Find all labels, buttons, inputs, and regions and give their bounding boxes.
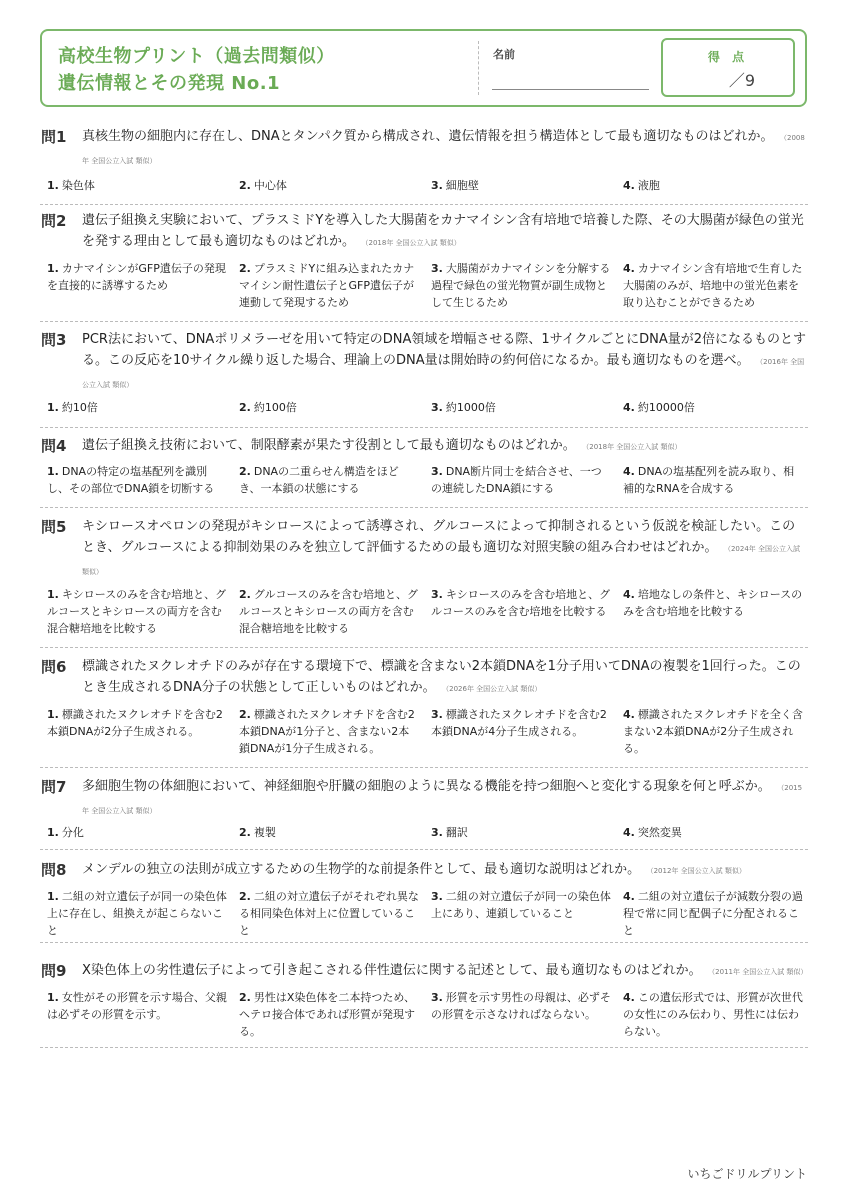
choice-1[interactable]: 1. 女性がその形質を示す場合、父親は必ずその形質を示す。 [47,991,227,1021]
choice-2[interactable]: 2. 中心体 [239,179,287,192]
question-number: 問7 [41,778,67,796]
question-text: 遺伝子組換え実験において、プラスミドYを導入した大腸菌をカナマイシン含有培地で培養した際、その大腸菌が緑色の蛍光を発する理由として最も適切なものはどれか。 （2018年 全国公立入試 類似） [82,213,804,249]
question-6 [40,656,808,768]
choice-3[interactable]: 3. 翻訳 [431,826,468,839]
choice-1[interactable]: 1. DNAの特定の塩基配列を識別し、その部位でDNA鎖を切断する [47,465,215,495]
question-number: 問3 [41,331,67,349]
question-number: 問9 [41,962,67,980]
question-5 [40,516,808,648]
question-source: （2018年 全国公立入試 類似） [365,239,461,247]
name-field[interactable] [492,89,649,90]
choice-4[interactable]: 4. 液胞 [623,179,660,192]
worksheet-subtitle: 遺伝情報とその発現 No.1 [58,73,281,94]
choice-1[interactable]: 1. 約10倍 [47,401,98,414]
choice-4[interactable]: 4. DNAの塩基配列を読み取り、相補的なRNAを合成する [623,465,795,495]
choice-2[interactable]: 2. 標識されたヌクレオチドを含む2本鎖DNAが1分子と、含まない2本鎖DNAが1分子生成される。 [239,708,415,755]
question-3 [40,329,808,428]
choice-1[interactable]: 1. カナマイシンがGFP遺伝子の発現を直接的に誘導するため [47,262,226,292]
question-number: 問5 [41,518,67,536]
question-7 [40,776,808,850]
choice-2[interactable]: 2. 二組の対立遺伝子がそれぞれ異なる相同染色体対上に位置していること [239,890,419,937]
choice-4[interactable]: 4. 二組の対立遺伝子が減数分裂の過程で常に同じ配偶子に分配されること [623,890,803,937]
question-text: PCR法において、DNAポリメラーゼを用いて特定のDNA領域を増幅させる際、1サイクルごとにDNA量が2倍になるものとする。この反応を10サイクル繰り返した場合、理論上のDNA量は開始時の約何倍になるか。最も適切なものを選べ。 （2016年 全国公立入試 類似） [82,332,807,389]
choice-2[interactable]: 2. 約100倍 [239,401,297,414]
name-label: 名前 [493,48,515,61]
choice-4[interactable]: 4. カナマイシン含有培地で生育した大腸菌のみが、培地中の蛍光色素を取り込むことができるため [623,262,803,309]
choice-2[interactable]: 2. グルコースのみを含む培地と、グルコースとキシロースの両方を含む混合糖培地を比較する [239,588,418,635]
question-9 [40,960,808,1048]
worksheet-title: 高校生物プリント（過去問類似） [58,46,335,67]
question-1 [40,126,808,205]
question-text: 遺伝子組換え技術において、制限酵素が果たす役割として最も適切なものはどれか。 （2018年 全国公立入試 類似） [82,438,682,453]
choice-4[interactable]: 4. 標識されたヌクレオチドを全く含まない2本鎖DNAが2分子生成される。 [623,708,803,755]
question-number: 問6 [41,658,67,676]
choice-3[interactable]: 3. DNA断片同士を結合させ、一つの連続したDNA鎖にする [431,465,602,495]
footer-brand: いちごドリルプリント [687,1167,807,1181]
question-4 [40,435,808,508]
choice-3[interactable]: 3. 細胞壁 [431,179,479,192]
choice-3[interactable]: 3. キシロースのみを含む培地と、グルコースのみを含む培地を比較する [431,588,611,618]
choice-2[interactable]: 2. プラスミドYに組み込まれたカナマイシン耐性遺伝子とGFP遺伝子が連動して発現するため [239,262,415,309]
question-source: （2026年 全国公立入試 類似） [445,685,542,693]
question-source: （2015年 全国公立入試 類似） [82,784,803,815]
question-number: 問8 [41,861,67,879]
score-total: ／9 [728,71,755,90]
question-number: 問4 [41,437,67,455]
worksheet-header [40,29,807,107]
question-number: 問2 [41,212,67,230]
question-source: （2016年 全国公立入試 類似） [82,358,805,389]
choice-4[interactable]: 4. この遺伝形式では、形質が次世代の女性にのみ伝わり、男性には伝わらない。 [623,991,803,1038]
question-text: 真核生物の細胞内に存在し、DNAとタンパク質から構成され、遺伝情報を担う構造体として最も適切なものはどれか。 （2008年 全国公立入試 類似） [82,129,805,165]
choice-4[interactable]: 4. 約10000倍 [623,401,695,414]
choice-1[interactable]: 1. 染色体 [47,179,95,192]
question-source: （2018年 全国公立入試 類似） [585,443,682,451]
choice-2[interactable]: 2. 男性はX染色体を二本持つため、ヘテロ接合体であれば形質が発現する。 [239,991,415,1038]
question-text: メンデルの独立の法則が成立するための生物学的な前提条件として、最も適切な説明はどれか。 （2012年 全国公立入試 類似） [82,862,746,877]
score-label: 得 点 [707,50,749,64]
choice-3[interactable]: 3. 二組の対立遺伝子が同一の染色体上にあり、連鎖していること [431,890,611,920]
choice-3[interactable]: 3. 約1000倍 [431,401,496,414]
question-2 [40,210,808,322]
question-source: （2011年 全国公立入試 類似） [711,968,808,976]
choice-2[interactable]: 2. DNAの二重らせん構造をほどき、一本鎖の状態にする [239,465,399,495]
question-source: （2008年 全国公立入試 類似） [82,134,805,165]
choice-1[interactable]: 1. 二組の対立遺伝子が同一の染色体上に存在し、組換えが起こらないこと [47,890,227,937]
choice-1[interactable]: 1. 標識されたヌクレオチドを含む2本鎖DNAが2分子生成される。 [47,708,223,738]
question-8 [40,859,808,943]
header-divider [478,41,479,95]
question-text: 標識されたヌクレオチドのみが存在する環境下で、標識を含まない2本鎖DNAを1分子用いてDNAの複製を1回行った。このとき生成されるDNA分子の状態として正しいものはどれか。 （2026年 全国公立入試 類似） [82,659,801,695]
score-box [661,38,795,97]
choice-1[interactable]: 1. 分化 [47,826,84,839]
choice-3[interactable]: 3. 形質を示す男性の母親は、必ずその形質を示さなければならない。 [431,991,611,1021]
question-number: 問1 [41,128,67,146]
choice-4[interactable]: 4. 培地なしの条件と、キシロースのみを含む培地を比較する [623,588,803,618]
choice-3[interactable]: 3. 大腸菌がカナマイシンを分解する過程で緑色の蛍光物質が副生成物として生じるため [431,262,611,309]
choice-2[interactable]: 2. 複製 [239,826,276,839]
question-source: （2024年 全国公立入試 類似） [82,545,800,576]
question-text: キシロースオペロンの発現がキシロースによって誘導され、グルコースによって抑制されるという仮説を検証したい。このとき、グルコースによる抑制効果のみを独立して評価するための最も適切な対照実験の組み合わせはどれか。 （2024年 全国公立入試 類似） [82,519,800,576]
choice-1[interactable]: 1. キシロースのみを含む培地と、グルコースとキシロースの両方を含む混合糖培地を比較する [47,588,227,635]
question-text: X染色体上の劣性遺伝子によって引き起こされる伴性遺伝に関する記述として、最も適切なものはどれか。 （2011年 全国公立入試 類似） [82,963,808,978]
question-source: （2012年 全国公立入試 類似） [650,867,746,875]
choice-4[interactable]: 4. 突然変異 [623,826,682,839]
choice-3[interactable]: 3. 標識されたヌクレオチドを含む2本鎖DNAが4分子生成される。 [431,708,607,738]
question-text: 多細胞生物の体細胞において、神経細胞や肝臓の細胞のように異なる機能を持つ細胞へと変化する現象を何と呼ぶか。 （2015年 全国公立入試 類似） [82,779,803,815]
